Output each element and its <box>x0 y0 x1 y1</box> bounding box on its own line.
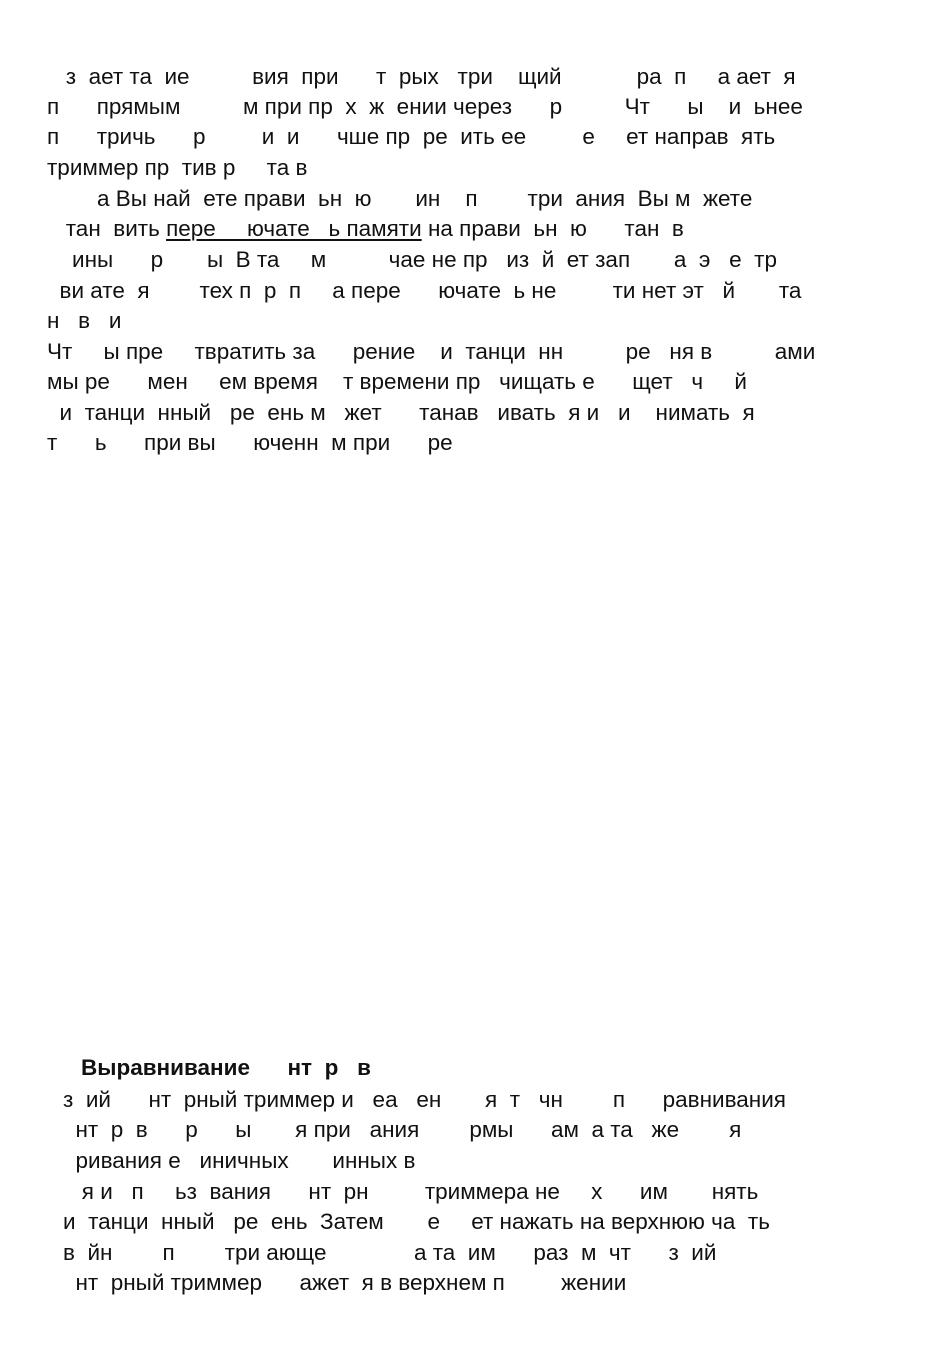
memory-switch-link[interactable]: пере ючате ь памяти <box>166 216 422 241</box>
section-heading: Выравнивание нт р в <box>81 1055 371 1080</box>
text-line: мы ре мен ем время т времени пр чищать е щет ч й <box>47 369 747 394</box>
text-span: на прави ьн ю тан в <box>421 216 684 241</box>
text-span: тан вить <box>47 216 167 241</box>
text-line: и танци нный ре ень Затем е ет нажать на верхнюю ча ть <box>63 1209 770 1234</box>
text-line: нт рный триммер ажет я в верхнем п жении <box>63 1270 627 1295</box>
text-line: н в и <box>47 308 122 333</box>
text-line: Чт ы пре твратить за рение и танци нн ре ня в ами <box>47 339 816 364</box>
text-line: а Вы най ете прави ьн ю ин п три ания Вы м жете <box>47 186 753 211</box>
text-line: и танци нный ре ень м жет танав ивать я и и нимать я <box>47 400 755 425</box>
text-line: п тричь р и и чше пр ре ить ее е ет направ ять <box>47 124 776 149</box>
text-line: з ает та ие вия при т рых три щий ра п а ает я <box>47 64 796 89</box>
text-line: я и п ьз вания нт рн триммера не х им нять <box>63 1179 759 1204</box>
text-line <box>47 214 684 244</box>
text-line: триммер пр тив р та в <box>47 155 308 180</box>
text-line: п прямым м при пр х ж ении через р Чт ы и ьнее <box>47 94 803 119</box>
text-line: нт р в р ы я при ания рмы ам а та же я <box>63 1117 742 1142</box>
text-line: в йн п три ающе а та им раз м чт з ий <box>63 1240 717 1265</box>
text-line: ины р ы В та м чае не пр из й ет зап а э е тр <box>47 247 777 272</box>
text-line: т ь при вы юченн м при ре <box>47 430 453 455</box>
text-line: ривания е иничных инных в <box>63 1148 416 1173</box>
text-line: ви ате я тех п р п а пере ючате ь не ти нет эт й та <box>47 278 802 303</box>
text-line: з ий нт рный триммер и еа ен я т чн п равнивания <box>63 1087 786 1112</box>
